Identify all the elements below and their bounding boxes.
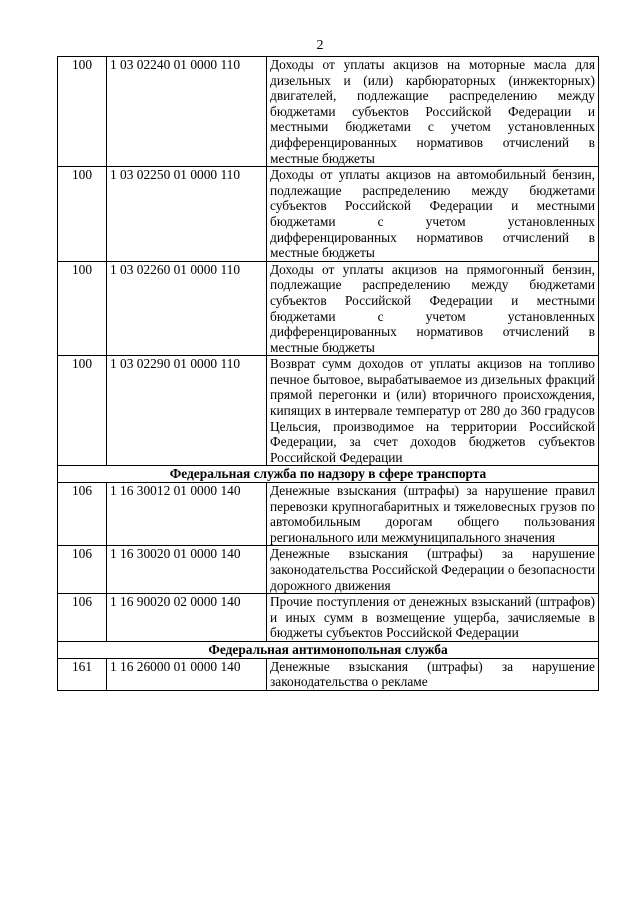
budget-classification-code: 1 03 02240 01 0000 110 bbox=[107, 57, 267, 167]
budget-classification-code: 1 16 30020 01 0000 140 bbox=[107, 546, 267, 594]
revenue-description: Возврат сумм доходов от уплаты акцизов на топливо печное бытовое, вырабатываемое из дизельных фракций прямой перегонки и (или) вторичного происхождения, кипящих в интервале температур от 280 до 360 градусов Цельсия, производимое на территории Российской Федерации, за счет доходов бюджетов субъектов Российской Федерации bbox=[267, 356, 599, 466]
administrator-code: 161 bbox=[58, 658, 107, 690]
budget-classification-code: 1 03 02290 01 0000 110 bbox=[107, 356, 267, 466]
table-row bbox=[58, 261, 599, 356]
revenue-description: Доходы от уплаты акцизов на моторные масла для дизельных и (или) карбюраторных (инжекторных) двигателей, подлежащие распределению между бюджетами субъектов Российской Федерации и местными бюджетами с учетом установленных дифференцированных нормативов отчислений в местные бюджеты bbox=[267, 57, 599, 167]
revenue-description: Денежные взыскания (штрафы) за нарушение правил перевозки крупногабаритных и тяжеловесных грузов по автомобильным дорогам общего пользования регионального или межмуниципального значения bbox=[267, 483, 599, 546]
revenue-description: Денежные взыскания (штрафы) за нарушение законодательства о рекламе bbox=[267, 658, 599, 690]
budget-classification-code: 1 16 26000 01 0000 140 bbox=[107, 658, 267, 690]
administrator-code: 106 bbox=[58, 594, 107, 642]
revenue-description: Доходы от уплаты акцизов на автомобильный бензин, подлежащие распределению между бюджетами субъектов Российской Федерации и местными бюджетами с учетом установленных дифференцированных нормативов отчислений в местные бюджеты bbox=[267, 167, 599, 262]
revenue-description: Денежные взыскания (штрафы) за нарушение законодательства Российской Федерации о безопасности дорожного движения bbox=[267, 546, 599, 594]
revenue-description: Доходы от уплаты акцизов на прямогонный бензин, подлежащие распределению между бюджетами субъектов Российской Федерации и местными бюджетами с учетом установленных дифференцированных нормативов отчислений в местные бюджеты bbox=[267, 261, 599, 356]
table-row bbox=[58, 356, 599, 466]
table-row bbox=[58, 167, 599, 262]
section-header: Федеральная антимонопольная служба bbox=[58, 641, 599, 658]
budget-classification-code: 1 16 30012 01 0000 140 bbox=[107, 483, 267, 546]
table-row bbox=[58, 57, 599, 167]
administrator-code: 106 bbox=[58, 483, 107, 546]
administrator-code: 100 bbox=[58, 167, 107, 262]
administrator-code: 100 bbox=[58, 57, 107, 167]
table-row bbox=[58, 483, 599, 546]
revenue-codes-table bbox=[57, 56, 599, 691]
page-number: 2 bbox=[316, 38, 324, 53]
administrator-code: 106 bbox=[58, 546, 107, 594]
administrator-code: 100 bbox=[58, 261, 107, 356]
section-header-row bbox=[58, 466, 599, 483]
budget-classification-code: 1 03 02250 01 0000 110 bbox=[107, 167, 267, 262]
budget-classification-code: 1 16 90020 02 0000 140 bbox=[107, 594, 267, 642]
revenue-description: Прочие поступления от денежных взысканий (штрафов) и иных сумм в возмещение ущерба, зачисляемые в бюджеты субъектов Российской Федерации bbox=[267, 594, 599, 642]
administrator-code: 100 bbox=[58, 356, 107, 466]
table-row bbox=[58, 546, 599, 594]
budget-classification-code: 1 03 02260 01 0000 110 bbox=[107, 261, 267, 356]
section-header-row bbox=[58, 641, 599, 658]
section-header: Федеральная служба по надзору в сфере транспорта bbox=[58, 466, 599, 483]
table-row bbox=[58, 594, 599, 642]
table-row bbox=[58, 658, 599, 690]
